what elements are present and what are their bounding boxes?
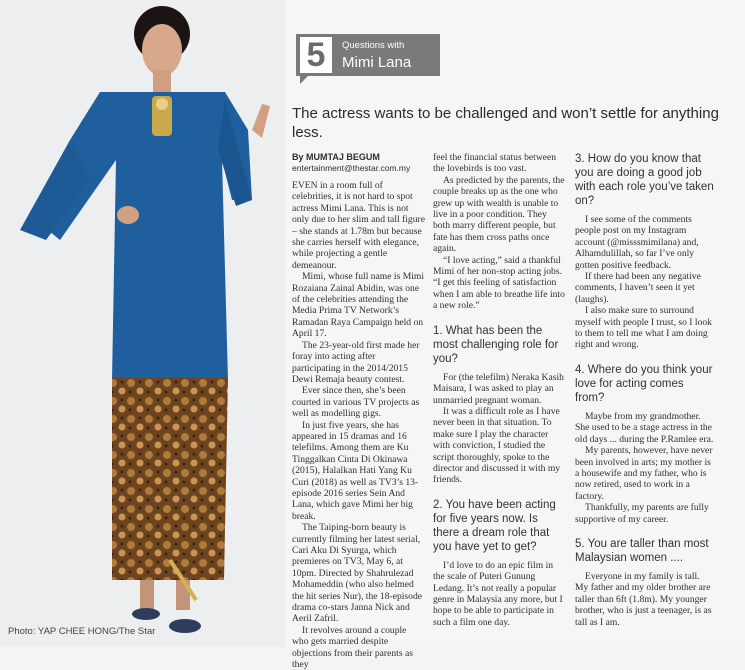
column-1 <box>292 152 425 670</box>
paragraph: Maybe from my grandmother. She used to be a stage actress in the old days ... during the P.Ramlee era. <box>575 410 714 445</box>
column-2 <box>433 152 566 628</box>
headline: The actress wants to be challenged and won’t settle for anything less. <box>292 105 719 141</box>
paragraph: The 23-year-old first made her foray into acting after participating in the 2014/2015 Dewi Remaja beauty contest. <box>292 339 420 385</box>
paragraph: It revolves around a couple who gets married despite objections from their parents as they <box>292 624 413 670</box>
paragraph: For (the telefilm) Neraka Kasih Maisara, I was asked to play an unmarried pregnant woman. <box>433 371 564 406</box>
paragraph: feel the financial status between the lovebirds is too vast. <box>433 152 557 175</box>
paragraph: Ever since then, she’s been courted in various TV projects as well as modelling gigs. <box>292 385 420 420</box>
section-badge <box>296 34 440 82</box>
paragraph: The Taiping-born beauty is currently filming her latest serial, Cari Aku Di Syurga, which premieres on TV3, May 6, at 10pm. Directed by Shahrulezad Mohameddin (who also helmed the hit series Nur), the 18-episode drama co-stars Janna Nick and Aeril Zafril. <box>292 522 423 625</box>
byline: By MUMTAJ BEGUM <box>292 152 380 162</box>
paragraph: Thankfully, my parents are fully supportive of my career. <box>575 502 709 525</box>
paragraph: I see some of the comments people post on my Instagram account (@misssmimilana) and, Alhamdulillah, so far I’ve only gotten positive feedback. <box>575 214 699 271</box>
paragraph: EVEN in a room full of celebrities, it is not hard to spot actress Mimi Lana. This is not only due to her slim and tall figure – she stands at 1.78m but because she carries herself with elegance, while projecting a gentle demeanour. <box>292 180 425 271</box>
paragraph: Mimi, whose full name is Mimi Rozaiana Zainal Abidin, was one of the celebrities attending the Media Prima TV Network’s Ramadan Raya Campaign held on April 17. <box>292 271 425 340</box>
photo-credit: Photo: YAP CHEE HONG/The Star <box>8 626 156 637</box>
badge-tail <box>300 74 310 84</box>
badge-subtitle: Questions with <box>342 40 405 51</box>
paragraph: If there had been any negative comments, I haven’t seen it yet (laughs). <box>575 271 701 305</box>
email-link[interactable]: entertainment@thestar.com.my <box>292 163 411 173</box>
paragraph: I also make sure to surround myself with people I trust, so I look to them to tell me what I am doing right and wrong. <box>575 305 712 351</box>
paragraph: It was a difficult role as I have never been in that situation. To make sure I play the character with conviction, I studied the script thoroughly, spoke to the director and discussed it with my friends. <box>433 405 561 486</box>
photo-mimi-lana <box>0 0 285 647</box>
paragraph: In just five years, she has appeared in 15 dramas and 16 telefilms. Among them are Ku Tinggalkan Cinta Di Okinawa (2015), Halalkan Hati Yang Ku Curi (2018) as well as TV3’s 13-episode 2016 series Sein And Lana, which gave Mimi her big break. <box>292 419 419 522</box>
paragraph: I’d love to do an epic film in the scale of Puteri Gunung Ledang. It’s not really a popular genre in Malaysia any more, but I hope to be able to participate in such a film one day. <box>433 559 563 628</box>
question-2: 2. You have been acting for five years now. Is there a dream role that you have yet to get? <box>433 498 556 553</box>
question-3: 3. How do you know that you are doing a good job with each role you’ve taken on? <box>575 153 714 207</box>
paragraph: “I love acting,” said a thankful Mimi of her non-stop acting jobs. “I get this feeling of satisfaction when I am able to breathe life into a new role.” <box>433 254 565 312</box>
paragraph: Everyone in my family is tall. My father and my older brother are taller than 6ft (1.8m). My younger brother, who is just a teenager, is as tall as I am. <box>575 570 712 628</box>
badge-name: Mimi Lana <box>342 54 412 71</box>
column-3 <box>575 152 715 628</box>
paragraph: As predicted by the parents, the couple breaks up as the one who grew up with wealth is unable to live in a poor condition. They both marry different people, but fate has them cross paths once again. <box>433 174 565 255</box>
question-5: 5. You are taller than most Malaysian women .... <box>575 537 709 564</box>
paragraph: My parents, however, have never been involved in arts; my mother is a housewife and my father, who is now retired, used to work in a factory. <box>575 445 713 502</box>
badge-number: 5 <box>300 37 332 73</box>
question-1: 1. What has been the most challenging role for you? <box>433 324 559 365</box>
portrait-illustration <box>0 0 285 647</box>
question-4: 4. Where do you think your love for acting comes from? <box>575 363 713 404</box>
